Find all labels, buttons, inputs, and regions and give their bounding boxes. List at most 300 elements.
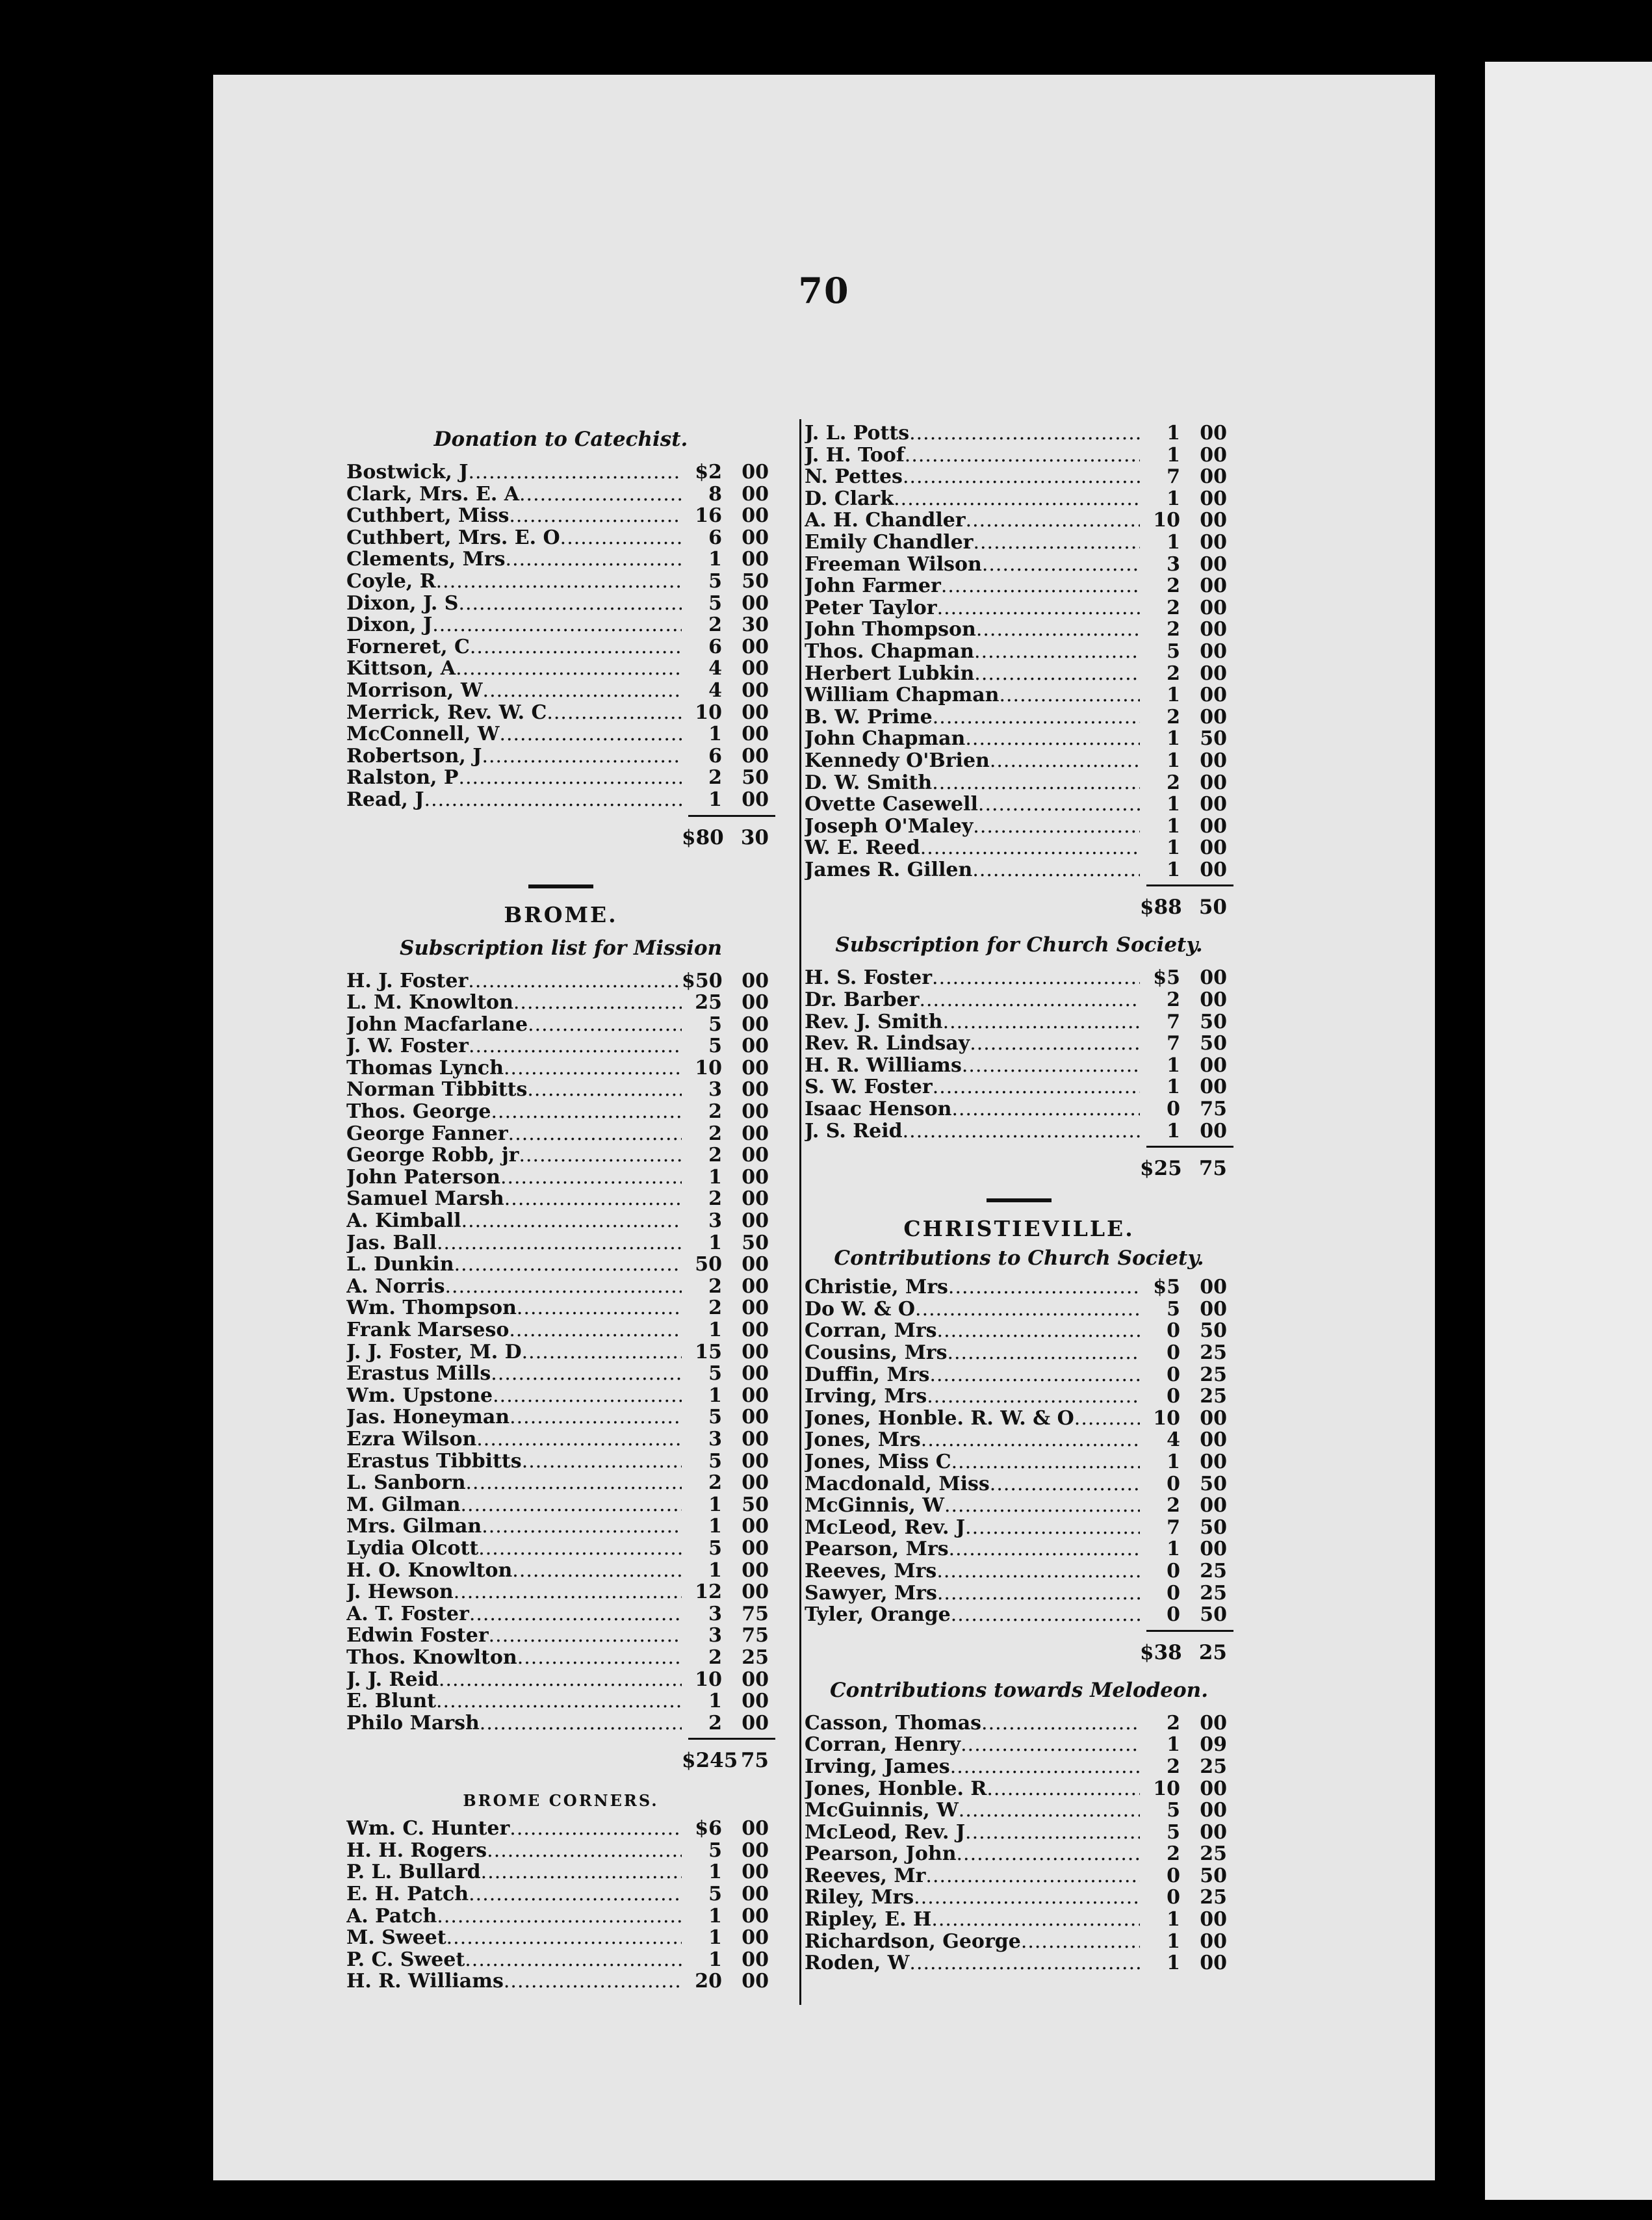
entry-dollars: 3: [708, 1078, 722, 1102]
list-item: [346, 1669, 775, 1691]
entry-cents: 00: [742, 1711, 769, 1735]
entry-cents: 50: [742, 1231, 769, 1254]
list-item: [346, 1276, 775, 1298]
entry-dollars: 1: [708, 1558, 722, 1582]
list-item: [346, 1167, 775, 1189]
entry-dollars: 7: [1167, 1010, 1180, 1033]
entry-cents: 00: [1200, 705, 1227, 729]
entry-name: L. M. Knowlton .....: [346, 992, 682, 1014]
entry-dollars: 3: [708, 1209, 722, 1233]
entry-name: J. J. Foster, M. D .....: [346, 1341, 682, 1363]
list-item: [805, 619, 1233, 641]
entry-cents: 00: [742, 1926, 769, 1950]
entry-name: Ezra Wilson .....: [346, 1428, 682, 1451]
entry-dollars: 1: [1167, 1952, 1180, 1975]
entry-cents: 00: [742, 1904, 769, 1928]
entry-cents: 00: [1200, 443, 1227, 467]
entry-name: Casson, Thomas .....: [805, 1712, 1140, 1735]
entry-name: M. Gilman .....: [346, 1494, 682, 1516]
entry-cents: 50: [1200, 1864, 1227, 1887]
entry-cents: 00: [742, 504, 769, 528]
entry-dollars: 1: [708, 1515, 722, 1538]
entry-cents: 25: [1200, 1755, 1227, 1778]
entry-dollars: 10: [695, 1056, 722, 1079]
entry-dollars: 10: [695, 701, 722, 724]
entry-cents: 00: [742, 701, 769, 724]
entry-dollars: 7: [1167, 1032, 1180, 1055]
list-item: [805, 1298, 1233, 1321]
list-item: [346, 1949, 775, 1971]
list-item: [805, 1560, 1233, 1582]
entry-dollars: 15: [695, 1340, 722, 1363]
list-item: [346, 723, 775, 745]
entry-cents: 00: [1200, 684, 1227, 707]
facing-page-edge: [1485, 62, 1652, 2200]
entry-name: Rev. J. Smith .....: [805, 1011, 1140, 1033]
entry-dollars: 5: [708, 591, 722, 615]
entry-dollars: 2: [1167, 596, 1180, 619]
entry-dollars: 2: [708, 1646, 722, 1669]
document-page: [213, 75, 1435, 2180]
entry-cents: 00: [1200, 465, 1227, 489]
continued-total-dollars: $88: [1140, 896, 1182, 920]
list-item: [346, 1818, 775, 1840]
entry-name: McGuinnis, W .....: [805, 1800, 1140, 1822]
christieville-heading: Contributions to Church Society.: [834, 1246, 1204, 1271]
entry-cents: 00: [1200, 1428, 1227, 1452]
list-item: [805, 728, 1233, 750]
entry-dollars: 10: [1153, 1777, 1180, 1800]
list-item: [805, 1276, 1233, 1298]
entry-dollars: 1: [1167, 443, 1180, 467]
entry-name: Thomas Lynch .....: [346, 1057, 682, 1079]
list-item: [346, 1861, 775, 1883]
list-item: [805, 1887, 1233, 1909]
entry-cents: 25: [1200, 1341, 1227, 1364]
list-item: [346, 1319, 775, 1341]
list-item: [346, 1840, 775, 1862]
list-item: [805, 1604, 1233, 1626]
section-rule: [987, 1198, 1052, 1202]
list-item: [346, 1560, 775, 1582]
entry-dollars: 2: [708, 1274, 722, 1298]
list-item: [805, 772, 1233, 794]
list-item: [346, 1927, 775, 1949]
entry-dollars: 1: [1167, 1076, 1180, 1099]
list-item: [805, 1538, 1233, 1560]
left-column: [346, 422, 775, 1993]
list-item: [805, 1364, 1233, 1386]
entry-dollars: 2: [1167, 705, 1180, 729]
melodeon-list: [805, 1712, 1233, 1974]
entry-dollars: $2: [695, 461, 722, 484]
entry-dollars: 20: [695, 1970, 722, 1993]
entry-name: Tyler, Orange .....: [805, 1604, 1140, 1626]
entry-name: Kittson, A .....: [346, 658, 682, 680]
entry-dollars: 1: [708, 1690, 722, 1713]
entry-name: Christie, Mrs .....: [805, 1276, 1140, 1298]
list-item: [805, 1952, 1233, 1974]
entry-cents: 00: [742, 1144, 769, 1167]
brome-corners-heading: BROME CORNERS.: [463, 1791, 659, 1811]
entry-dollars: 2: [708, 1100, 722, 1124]
entry-dollars: 3: [708, 1602, 722, 1625]
entry-dollars: 1: [1167, 1930, 1180, 1953]
list-item: [346, 1297, 775, 1319]
entry-dollars: 1: [1167, 487, 1180, 510]
entry-cents: 50: [742, 1493, 769, 1516]
entry-cents: 00: [1200, 618, 1227, 641]
entry-dollars: 5: [1167, 1297, 1180, 1321]
list-item: [346, 1341, 775, 1363]
entry-cents: 25: [1200, 1581, 1227, 1605]
list-item: [346, 1385, 775, 1407]
entry-name: John Macfarlane .....: [346, 1014, 682, 1036]
list-item: [346, 1538, 775, 1560]
entry-dollars: 5: [708, 1449, 722, 1473]
list-item: [346, 970, 775, 992]
entry-name: N. Pettes .....: [805, 466, 1140, 488]
entry-dollars: 10: [1153, 509, 1180, 532]
entry-name: L. Dunkin .....: [346, 1254, 682, 1276]
entry-dollars: 4: [708, 678, 722, 702]
entry-dollars: 1: [1167, 1908, 1180, 1931]
entry-name: Richardson, George .....: [805, 1931, 1140, 1953]
entry-name: Pearson, John .....: [805, 1843, 1140, 1865]
entry-cents: 00: [742, 1340, 769, 1363]
list-item: [346, 527, 775, 549]
entry-cents: 00: [1200, 1799, 1227, 1822]
entry-cents: 00: [742, 1297, 769, 1320]
entry-cents: 00: [1200, 1952, 1227, 1975]
entry-cents: 00: [1200, 1908, 1227, 1931]
list-item: [346, 1690, 775, 1712]
entry-dollars: 10: [1153, 1406, 1180, 1430]
entry-name: A. Kimball .....: [346, 1210, 682, 1232]
entry-name: J. L. Potts .....: [805, 422, 1140, 445]
entry-name: A. Patch .....: [346, 1905, 682, 1928]
entry-cents: 00: [1200, 639, 1227, 663]
list-item: [805, 837, 1233, 859]
entry-name: L. Sanborn .....: [346, 1472, 682, 1494]
entry-name: Philo Marsh .....: [346, 1712, 682, 1735]
entry-cents: 00: [742, 657, 769, 680]
entry-name: McLeod, Rev. J .....: [805, 1517, 1140, 1539]
list-item: [805, 1495, 1233, 1517]
entry-cents: 00: [742, 969, 769, 992]
entry-cents: 09: [1200, 1733, 1227, 1757]
entry-name: John Farmer .....: [805, 575, 1140, 597]
catechist-total-cents: 30: [740, 825, 769, 849]
entry-name: Thos. Knowlton .....: [346, 1647, 682, 1669]
entry-dollars: 1: [708, 1926, 722, 1950]
entry-name: Irving, Mrs .....: [805, 1386, 1140, 1408]
entry-dollars: 1: [708, 1861, 722, 1884]
entry-cents: 00: [1200, 771, 1227, 794]
entry-name: Jones, Honble. R .....: [805, 1778, 1140, 1800]
entry-name: H. H. Rogers .....: [346, 1840, 682, 1862]
entry-dollars: 5: [708, 1035, 722, 1058]
entry-cents: 00: [742, 1427, 769, 1451]
entry-dollars: 0: [1167, 1864, 1180, 1887]
entry-dollars: 0: [1167, 1559, 1180, 1582]
list-item: [346, 614, 775, 636]
entry-name: Dr. Barber .....: [805, 989, 1140, 1011]
catechist-heading: Donation to Catechist.: [433, 428, 688, 451]
entry-name: Forneret, C .....: [346, 636, 682, 658]
entry-name: Read, J .....: [346, 789, 682, 811]
entry-name: Merrick, Rev. W. C .....: [346, 702, 682, 724]
list-item: [805, 1342, 1233, 1364]
list-item: [805, 641, 1233, 663]
list-item: [346, 1035, 775, 1057]
entry-cents: 75: [742, 1624, 769, 1647]
entry-dollars: 12: [695, 1581, 722, 1604]
christieville-total-dollars: $38: [1140, 1640, 1182, 1664]
entry-dollars: 6: [708, 526, 722, 549]
entry-cents: 50: [742, 569, 769, 593]
entry-dollars: 1: [708, 788, 722, 811]
entry-name: Mrs. Gilman .....: [346, 1516, 682, 1538]
entry-cents: 00: [1200, 1053, 1227, 1077]
entry-cents: 00: [1200, 422, 1227, 445]
entry-cents: 00: [742, 678, 769, 702]
entry-cents: 25: [1200, 1363, 1227, 1386]
entry-cents: 75: [742, 1602, 769, 1625]
list-item: [805, 1909, 1233, 1931]
entry-cents: 00: [1200, 662, 1227, 685]
entry-cents: 00: [1200, 858, 1227, 881]
list-item: [346, 1079, 775, 1101]
entry-cents: 00: [742, 1406, 769, 1429]
list-item: [805, 575, 1233, 597]
entry-dollars: 25: [695, 991, 722, 1014]
christieville-list: [805, 1276, 1233, 1626]
entry-dollars: 1: [1167, 836, 1180, 860]
list-item: [346, 1123, 775, 1145]
entry-name: Peter Taylor .....: [805, 597, 1140, 619]
entry-name: Thos. Chapman .....: [805, 641, 1140, 663]
entry-cents: 00: [1200, 487, 1227, 510]
entry-dollars: 5: [708, 1406, 722, 1429]
entry-dollars: 2: [1167, 662, 1180, 685]
entry-name: Jas. Honeyman .....: [346, 1406, 682, 1428]
melodeon-heading: Contributions towards Melodeon.: [829, 1678, 1208, 1702]
entry-name: John Thompson .....: [805, 619, 1140, 641]
christieville-total: [805, 1632, 1233, 1673]
entry-dollars: 2: [708, 1711, 722, 1735]
list-item: [346, 1494, 775, 1516]
entry-name: James R. Gillen .....: [805, 859, 1140, 881]
entry-dollars: 2: [1167, 618, 1180, 641]
list-item: [346, 571, 775, 593]
entry-dollars: 6: [708, 635, 722, 658]
entry-name: Jones, Miss C .....: [805, 1451, 1140, 1473]
entry-dollars: $6: [695, 1817, 722, 1840]
entry-name: Corran, Mrs .....: [805, 1320, 1140, 1342]
list-item: [805, 684, 1233, 706]
entry-cents: 75: [1200, 1098, 1227, 1121]
entry-name: J. S. Reid .....: [805, 1120, 1140, 1142]
list-item: [346, 1188, 775, 1210]
list-item: [346, 1057, 775, 1079]
entry-dollars: 0: [1167, 1603, 1180, 1627]
entry-cents: 00: [742, 1970, 769, 1993]
entry-name: Coyle, R .....: [346, 571, 682, 593]
entry-dollars: $50: [682, 969, 723, 992]
entry-cents: 00: [742, 1536, 769, 1560]
entry-cents: 00: [742, 1581, 769, 1604]
list-item: [805, 597, 1233, 619]
continued-list: [805, 422, 1233, 881]
entry-name: E. Blunt .....: [346, 1690, 682, 1712]
entry-cents: 25: [742, 1646, 769, 1669]
catechist-total: [346, 817, 775, 858]
entry-name: Pearson, Mrs .....: [805, 1538, 1140, 1560]
entry-dollars: 6: [708, 744, 722, 768]
entry-dollars: 1: [708, 1904, 722, 1928]
list-item: [805, 1098, 1233, 1120]
entry-dollars: 5: [708, 1013, 722, 1036]
entry-dollars: 50: [695, 1253, 722, 1276]
entry-cents: 25: [1200, 1886, 1227, 1909]
entry-cents: 00: [742, 1471, 769, 1495]
list-item: [805, 750, 1233, 772]
entry-cents: 00: [742, 1274, 769, 1298]
entry-name: E. H. Patch .....: [346, 1883, 682, 1905]
entry-dollars: 5: [708, 569, 722, 593]
list-item: [805, 794, 1233, 816]
entry-name: Macdonald, Miss .....: [805, 1473, 1140, 1495]
catechist-list: [346, 461, 775, 811]
entry-name: Herbert Lubkin .....: [805, 663, 1140, 685]
list-item: [346, 1210, 775, 1232]
right-column: [805, 422, 1233, 1974]
list-item: [346, 1014, 775, 1036]
entry-dollars: 2: [708, 1144, 722, 1167]
list-item: [805, 1120, 1233, 1142]
list-item: [805, 1712, 1233, 1735]
church-society-total: [805, 1148, 1233, 1189]
entry-cents: 00: [742, 1861, 769, 1884]
entry-cents: 00: [742, 723, 769, 746]
list-item: [805, 967, 1233, 989]
entry-name: H. O. Knowlton .....: [346, 1560, 682, 1582]
entry-name: A. H. Chandler .....: [805, 510, 1140, 532]
entry-dollars: 5: [708, 1839, 722, 1862]
entry-dollars: 8: [708, 482, 722, 506]
entry-cents: 00: [742, 1948, 769, 1971]
list-item: [805, 706, 1233, 729]
entry-dollars: 2: [708, 1122, 722, 1145]
list-item: [805, 1778, 1233, 1800]
entry-cents: 00: [1200, 1450, 1227, 1473]
entry-dollars: 2: [1167, 574, 1180, 598]
entry-cents: 00: [742, 1817, 769, 1840]
entry-dollars: 2: [1167, 1842, 1180, 1866]
list-item: [805, 1473, 1233, 1495]
entry-cents: 00: [742, 591, 769, 615]
entry-name: Roden, W .....: [805, 1952, 1140, 1974]
entry-name: H. R. Williams .....: [346, 1970, 682, 1993]
list-item: [805, 1386, 1233, 1408]
entry-dollars: 2: [1167, 1711, 1180, 1735]
list-item: [346, 1970, 775, 1993]
entry-name: Ovette Casewell .....: [805, 794, 1140, 816]
list-item: [346, 636, 775, 658]
continued-total: [805, 886, 1233, 928]
list-item: [346, 593, 775, 615]
entry-name: Reeves, Mr .....: [805, 1865, 1140, 1887]
entry-cents: 00: [1200, 836, 1227, 860]
continued-total-cents: 50: [1198, 896, 1227, 920]
list-item: [805, 1843, 1233, 1865]
entry-name: McLeod, Rev. J .....: [805, 1822, 1140, 1844]
list-item: [346, 1254, 775, 1276]
entry-dollars: 1: [708, 548, 722, 571]
entry-dollars: 2: [1167, 771, 1180, 794]
entry-dollars: 1: [708, 1231, 722, 1254]
entry-cents: 50: [1200, 1032, 1227, 1055]
entry-name: Thos. George .....: [346, 1101, 682, 1123]
list-item: [805, 1756, 1233, 1778]
entry-cents: 00: [742, 1013, 769, 1036]
entry-name: Jones, Mrs .....: [805, 1429, 1140, 1451]
entry-dollars: 4: [708, 657, 722, 680]
entry-name: J. H. Toof .....: [805, 445, 1140, 467]
entry-dollars: 2: [708, 766, 722, 790]
entry-name: Wm. C. Hunter .....: [346, 1818, 682, 1840]
entry-dollars: 3: [708, 1624, 722, 1647]
entry-name: Irving, James .....: [805, 1756, 1140, 1778]
entry-dollars: 7: [1167, 1516, 1180, 1539]
entry-cents: 00: [1200, 1777, 1227, 1800]
entry-dollars: 1: [1167, 530, 1180, 554]
list-item: [805, 1033, 1233, 1055]
entry-name: P. C. Sweet .....: [346, 1949, 682, 1971]
entry-name: D. W. Smith .....: [805, 772, 1140, 794]
entry-name: Clark, Mrs. E. A .....: [346, 484, 682, 506]
entry-name: Samuel Marsh .....: [346, 1188, 682, 1210]
entry-dollars: 1: [1167, 814, 1180, 838]
list-item: [805, 1931, 1233, 1953]
list-item: [346, 1363, 775, 1385]
entry-cents: 00: [742, 1690, 769, 1713]
list-item: [805, 1582, 1233, 1605]
entry-name: Ripley, E. H .....: [805, 1909, 1140, 1931]
entry-cents: 00: [1200, 552, 1227, 576]
list-item: [346, 745, 775, 768]
entry-cents: 00: [1200, 1406, 1227, 1430]
entry-dollars: 0: [1167, 1385, 1180, 1408]
entry-cents: 50: [1200, 1472, 1227, 1495]
christieville-place-heading: CHRISTIEVILLE.: [903, 1216, 1135, 1242]
church-society-list: [805, 967, 1233, 1142]
entry-name: P. L. Bullard .....: [346, 1861, 682, 1883]
list-item: [346, 1428, 775, 1451]
entry-cents: 00: [742, 1883, 769, 1906]
entry-dollars: 16: [695, 504, 722, 528]
entry-name: D. Clark .....: [805, 488, 1140, 510]
list-item: [805, 1320, 1233, 1342]
entry-cents: 00: [742, 635, 769, 658]
list-item: [346, 1883, 775, 1905]
entry-dollars: 2: [1167, 988, 1180, 1012]
entry-name: Norman Tibbitts .....: [346, 1079, 682, 1101]
entry-cents: 50: [1200, 1319, 1227, 1343]
entry-name: A. Norris .....: [346, 1276, 682, 1298]
entry-dollars: 0: [1167, 1886, 1180, 1909]
